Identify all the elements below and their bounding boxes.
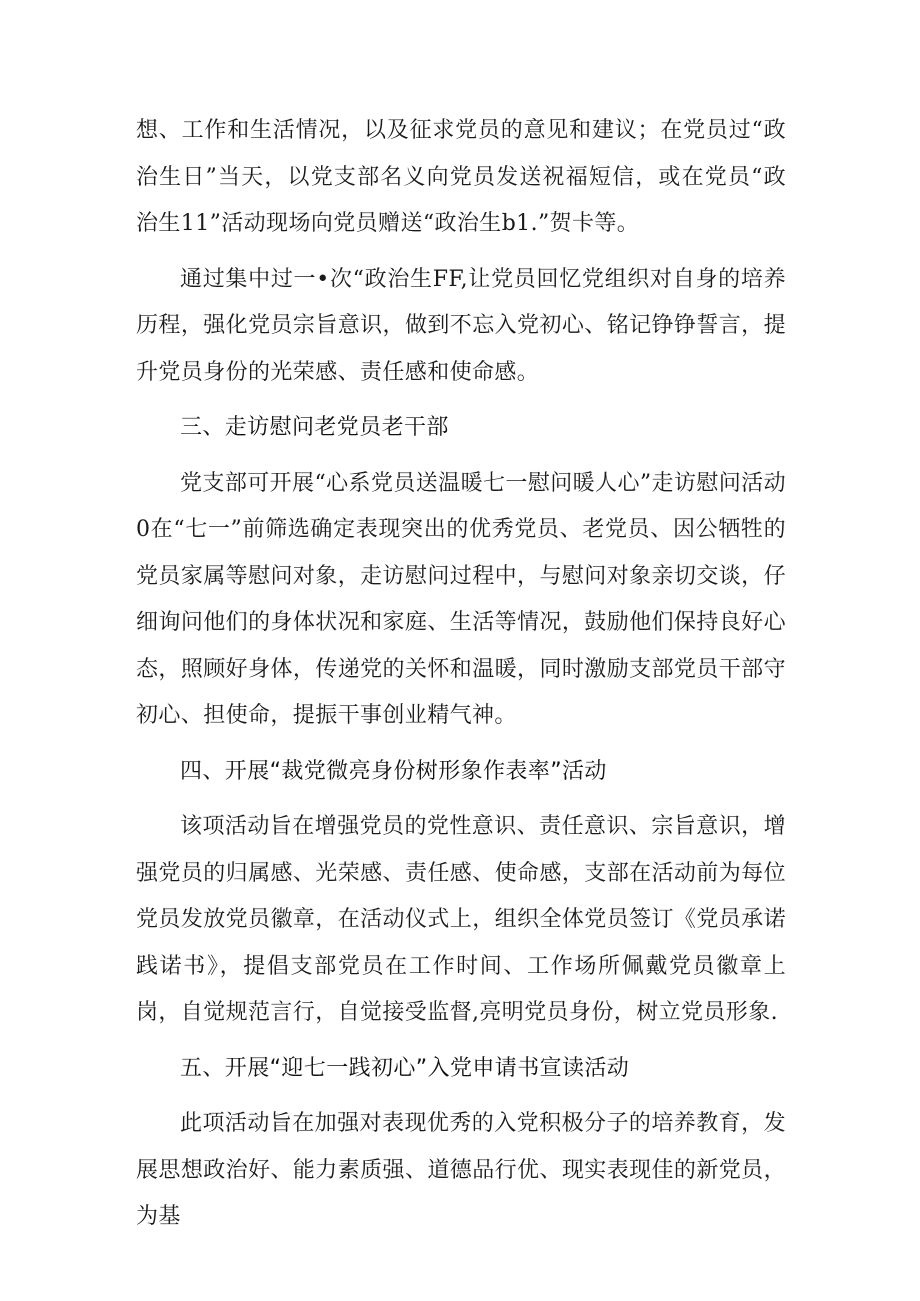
paragraph-gap (136, 452, 786, 461)
document-body (136, 108, 786, 1241)
section-heading-5: 五、开展“迎七一践初心”入党申请书宣读活动 (180, 1055, 630, 1081)
section-heading-4: 四、开展“裁党微亮身份树形象作表率”活动 (180, 758, 607, 784)
paragraph-badge-activity: 该项活动旨在增强党员的党性意识、责任意识、宗旨意识，增强党员的归属感、光荣感、责任感、使命感，支部在活动前为每位党员发放党员徽章，在活动仪式上，组织全体党员签订《党员承诺践诺书》，提倡支部党员在工作时间、工作场所佩戴党员徽章上岗，自觉规范言行，自觉接受监督,亮明党员身份，树立党员形象. (136, 814, 786, 1025)
paragraph-political-birthday: 通过集中过一•次“政治生FF,让党员回忆党组织对自身的培养历程，强化党员宗旨意识，做到不忘入党初心、铭记铮铮誓言，提升党员身份的光荣感、责任感和使命感。 (136, 266, 786, 385)
section-heading-3: 三、走访慰问老党员老干部 (180, 415, 449, 440)
paragraph-gap (136, 1092, 786, 1101)
paragraph-gap (136, 1037, 786, 1046)
paragraph-gap (136, 396, 786, 405)
paragraph-gap (136, 795, 786, 804)
paragraph-visit-activity: 党支部可开展“心系党员送温暖七一慰问暖人心”走访慰问活动0在“七一”前筛选确定表现突出的优秀党员、老党员、因公牺牲的党员家属等慰问对象，走访慰问过程中，与慰问对象亲切交谈，仔细询问他们的身体状况和家庭、生活等情况，鼓励他们保持良好心态，照顾好身体，传递党的关怀和温暖，同时激励支部党员干部守初心、担使命，提振干事创业精气神。 (136, 470, 786, 728)
paragraph-gap (136, 740, 786, 749)
paragraph-continued: 想、工作和生活情况，以及征求党员的意见和建议；在党员过“政治生日”当天，以党支部名义向党员发送祝福短信，或在党员“政治生11”活动现场向党员赠送“政治生b1.”贺卡等。 (136, 118, 786, 236)
paragraph-application-reading: 此项活动旨在加强对表现优秀的入党积极分子的培养教育，发展思想政治好、能力素质强、道德品行优、现实表现佳的新党员，为基 (136, 1111, 786, 1229)
paragraph-gap (136, 248, 786, 257)
